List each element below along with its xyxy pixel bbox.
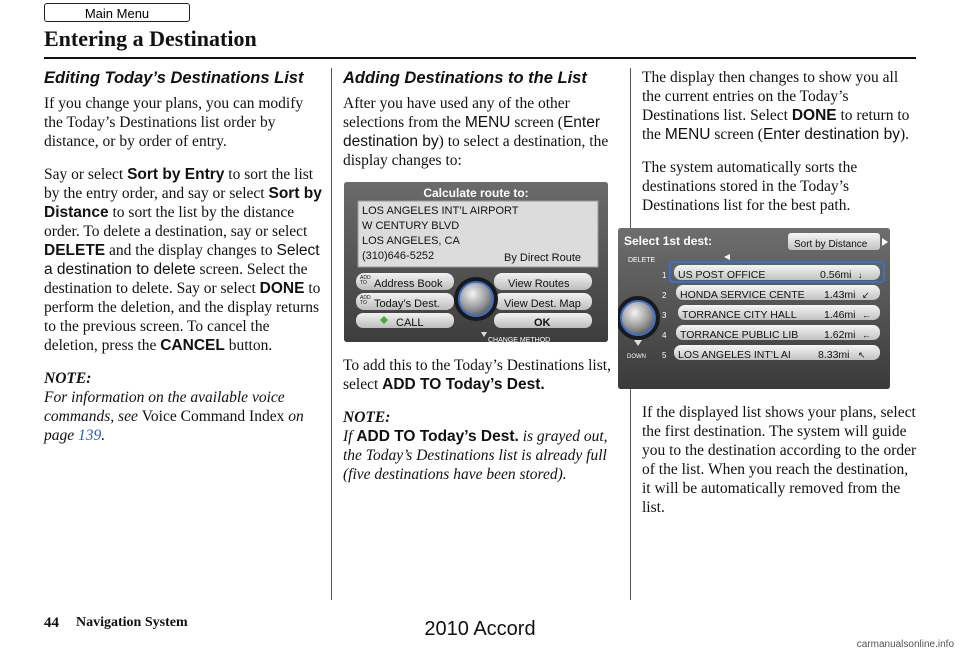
row-distance: 1.46mi: [824, 309, 856, 321]
direction-arrow-icon: ↖: [858, 350, 866, 360]
title-rule: [44, 57, 916, 59]
view-dest-map-button[interactable]: View Dest. Map: [504, 298, 581, 310]
cmd-enter-destination-by: Enter destination by: [343, 114, 601, 150]
note-list-full: [343, 427, 621, 484]
text: .: [101, 427, 106, 444]
heading-editing-list: Editing Today’s Destinations List: [44, 69, 304, 87]
screen-title: Select 1st dest:: [624, 234, 713, 248]
text: to sort the list by the entry order, and say or select: [44, 166, 314, 202]
change-method-label[interactable]: CHANGE METHOD: [488, 337, 551, 342]
list-item[interactable]: [662, 326, 890, 341]
dest-line-1: LOS ANGELES INT’L AIRPORT: [362, 205, 519, 217]
text: screen (: [510, 114, 563, 131]
para-editing-intro: If you change your plans, you can modify the Today’s Destinations list order by distance, or by order of entry.: [44, 95, 304, 150]
text: If: [343, 428, 357, 445]
row-number: 3: [662, 311, 667, 320]
calculate-route-screen: [344, 182, 608, 342]
dest-line-3: LOS ANGELES, CA: [362, 235, 460, 247]
row-distance: 1.62mi: [824, 329, 856, 341]
main-menu-button[interactable]: Main Menu: [44, 3, 190, 22]
text: to perform the deletion, and the display returns to the previous screen. To cancel the deletion, press the: [44, 280, 321, 354]
text: ) to select a destination, the display changes to:: [343, 133, 609, 169]
direction-arrow-icon: ↓: [858, 270, 863, 280]
cmd-enter-destination-by: Enter destination by: [762, 126, 900, 143]
screen-title: Calculate route to:: [423, 186, 529, 200]
para-auto-sort: The system automatically sorts the destinations stored in the Today’s Destinations list for the best path.: [642, 159, 858, 214]
row-name: HONDA SERVICE CENTE: [680, 289, 805, 301]
note-voice-commands: [44, 388, 322, 445]
row-name: LOS ANGELES INT’L AI: [678, 349, 791, 361]
route-method: By Direct Route: [504, 252, 582, 264]
footer-model: 2010 Accord: [424, 618, 536, 640]
list-item[interactable]: [662, 286, 890, 301]
ref-voice-command-index: Voice Command Index: [141, 408, 285, 425]
ok-button[interactable]: OK: [534, 317, 551, 329]
row-name: TORRANCE PUBLIC LIB: [680, 329, 799, 341]
text: Say or select: [44, 166, 128, 183]
cmd-add-to-todays-dest: ADD TO Today’s Dest.: [382, 376, 545, 393]
destination-details: [362, 204, 519, 264]
cmd-sort-by-distance: Sort by Distance: [44, 185, 322, 221]
text: on page: [44, 408, 304, 444]
cmd-select-destination: Select a destination to delete: [44, 242, 320, 278]
column-list: [624, 68, 920, 531]
text: and the display changes to: [105, 242, 277, 259]
row-number: 1: [662, 271, 667, 280]
row-name: TORRANCE CITY HALL: [682, 309, 797, 321]
direction-arrow-icon: ←: [862, 310, 871, 320]
column-adding: [343, 68, 621, 498]
text: screen. Select the destination to delete. Say or select: [44, 261, 308, 297]
add-to-tag: ADD TO: [360, 295, 371, 306]
heading-adding-destinations: Adding Destinations to the List: [343, 69, 587, 87]
page-title: Entering a Destination: [44, 26, 257, 51]
list-item[interactable]: [662, 346, 890, 361]
select-dest-screen: [618, 228, 890, 389]
text: ).: [899, 126, 910, 143]
text: to return to the: [642, 107, 910, 143]
row-distance: 8.33mi: [818, 349, 850, 361]
row-distance: 1.43mi: [824, 289, 856, 301]
joystick-knob-icon: [621, 301, 655, 335]
text: For information on the available voice commands, see: [44, 389, 285, 425]
text: screen (: [710, 126, 763, 143]
list-item[interactable]: [662, 266, 890, 281]
text: button.: [224, 337, 273, 354]
note-label: NOTE:: [343, 409, 391, 426]
cmd-sort-by-entry: Sort by Entry: [127, 166, 225, 183]
row-name: US POST OFFICE: [678, 269, 766, 281]
row-distance: 0.56mi: [820, 269, 852, 281]
para-adding-intro: [343, 94, 621, 170]
text: The display then changes to show you all the current entries on the Today’s Destinations list. Select: [642, 69, 899, 124]
para-current-entries: [642, 68, 920, 144]
todays-dest-button[interactable]: Today’s Dest.: [374, 298, 440, 310]
joystick-knob-icon: [459, 282, 493, 316]
note-label: NOTE:: [44, 370, 92, 387]
direction-arrow-icon: ←: [862, 330, 871, 340]
call-button[interactable]: CALL: [396, 317, 424, 329]
cmd-done: DONE: [259, 280, 305, 297]
list-item[interactable]: [662, 306, 890, 321]
link-page-139[interactable]: 139: [78, 427, 102, 444]
cmd-menu: MENU: [664, 126, 711, 143]
cmd-done: DONE: [791, 107, 837, 124]
para-guidance: If the displayed list shows your plans, select the first destination. The system will guide you to the destination according to the order of the list. When you reach the destination, it will be automatically removed from the list.: [642, 404, 917, 516]
address-book-button[interactable]: Address Book: [374, 278, 443, 290]
add-to-tag: ADD TO: [360, 275, 371, 286]
row-number: 5: [662, 351, 667, 360]
para-add-to-list: [343, 356, 621, 394]
sort-by-distance-button[interactable]: Sort by Distance: [794, 239, 868, 250]
row-number: 2: [662, 291, 667, 300]
cmd-cancel: CANCEL: [160, 337, 225, 354]
dest-line-2: W CENTURY BLVD: [362, 220, 460, 232]
text: To add this to the Today’s Destinations list, select: [343, 357, 611, 393]
para-sorting: [44, 165, 322, 355]
text: After you have used any of the other selections from the: [343, 95, 570, 131]
footer-section: Navigation System: [76, 615, 188, 630]
row-number: 4: [662, 331, 667, 340]
dest-phone: (310)646-5252: [362, 250, 435, 262]
direction-arrow-icon: ↙: [862, 290, 870, 300]
delete-label[interactable]: DELETE: [628, 257, 656, 264]
view-routes-button[interactable]: View Routes: [508, 278, 570, 290]
column-editing: [44, 68, 322, 459]
cmd-menu: MENU: [464, 114, 511, 131]
text: is grayed out, the Today’s Destinations list is already full (five destinations have been stored).: [343, 428, 608, 483]
column-divider: [331, 68, 332, 600]
cmd-add-to-todays-dest: ADD TO Today’s Dest.: [356, 428, 519, 445]
page-number: 44: [44, 615, 59, 631]
cmd-delete: DELETE: [44, 242, 106, 259]
text: to sort the list by the distance order. To delete a destination, say or select: [44, 204, 308, 240]
down-label: DOWN: [627, 354, 646, 360]
watermark: carmanualsonline.info: [856, 639, 954, 650]
